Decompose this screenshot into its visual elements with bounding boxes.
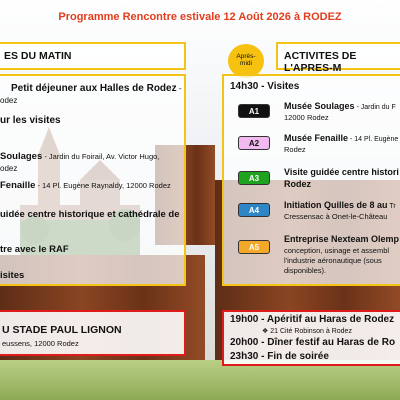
activity-a3-title: Visite guidée centre histori (284, 167, 399, 177)
activity-a5-line3: l'industrie aéronautique (sous (284, 256, 382, 265)
morning-item-9: isites (0, 270, 25, 281)
morning-item-8: tre avec le RAF (0, 244, 69, 255)
activity-a4-title: Initiation Quilles de 8 au Tr (284, 200, 396, 210)
afternoon-header-box (276, 42, 400, 74)
afternoon-badge: Après- midi (228, 44, 264, 78)
evening-address: ❖ 21 Cité Robinson à Rodez (262, 328, 352, 335)
page-title: Programme Rencontre estivale 12 Août 2026 à RODEZ (58, 11, 342, 23)
visits-time: 14h30 - Visites (230, 81, 300, 92)
activity-a5-title: Entreprise Nexteam Olemp (284, 234, 400, 244)
morning-item-1: Petit déjeuner aux Halles de Rodez - (11, 83, 182, 94)
activity-a1-title: Musée Soulages - Jardin du F (284, 101, 396, 111)
afternoon-header: ACTIVITES DE L'APRES-M (284, 50, 357, 74)
stadium-address: eussens, 12000 Rodez (2, 339, 79, 348)
evening-dinner: 20h00 - Dîner festif au Haras de Ro (230, 337, 396, 348)
activity-a3-line2: Rodez (284, 179, 311, 189)
activity-a5-line4: disponibles). (284, 266, 327, 275)
grass (0, 360, 400, 400)
morning-item-7: uidée centre historique et cathédrale de (0, 209, 180, 220)
activity-a5-line2: conception, usinage et assembl (284, 246, 390, 255)
morning-header-box (0, 42, 186, 70)
morning-item-5: odez (0, 164, 18, 173)
badge-a4: A4 (238, 203, 270, 217)
badge-a1: A1 (238, 104, 270, 118)
morning-item-4: Soulages - Jardin du Foirail, Av. Victor Hugo, (0, 151, 160, 162)
morning-header: ES DU MATIN (4, 50, 72, 62)
badge-a2: A2 (238, 136, 270, 150)
activity-a4-line2: Cressensac à Onet-le-Château (284, 212, 388, 221)
morning-item-6: Fenaille - 14 Pl. Eugène Raynaldy, 12000 Rodez (0, 180, 171, 191)
evening-box (222, 310, 400, 366)
stadium-box (0, 310, 186, 356)
badge-a5: A5 (238, 240, 270, 254)
activity-a2-line2: Rodez (284, 145, 306, 154)
diamond-bullet-icon: ❖ (262, 328, 271, 335)
stadium-title: U STADE PAUL LIGNON (2, 324, 122, 336)
activity-a2-title: Musée Fenaille - 14 Pl. Eugène (284, 133, 399, 143)
morning-item-2: odez (0, 96, 18, 105)
evening-aperitif: 19h00 - Apéritif au Haras de Rodez (230, 314, 395, 325)
activity-a1-line2: 12000 Rodez (284, 113, 329, 122)
badge-a3: A3 (238, 171, 270, 185)
evening-end: 23h30 - Fin de soirée (230, 351, 329, 362)
morning-item-3: ur les visites (0, 115, 61, 126)
